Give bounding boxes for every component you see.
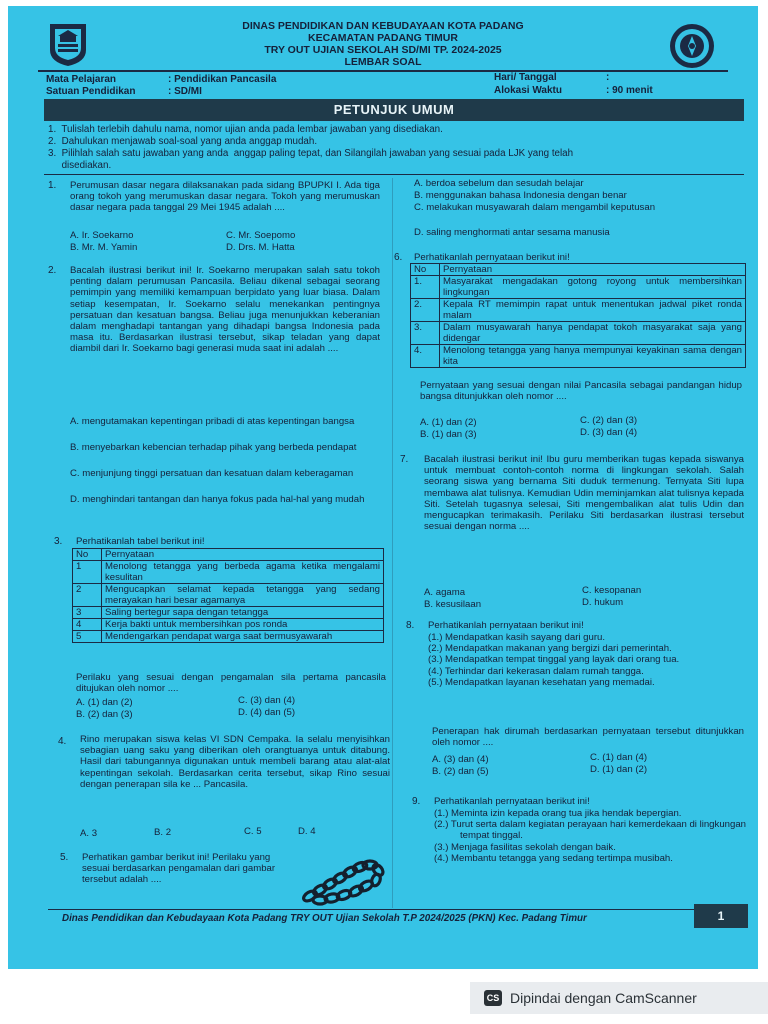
table-cell-statement: Kerja bakti untuk membersihkan pos ronda — [102, 619, 384, 631]
statement-item: (4.) Terhindar dari kekerasan dalam rumah tangga. — [428, 665, 644, 677]
table-cell-no: 2. — [411, 299, 440, 322]
question-7-option-d[interactable]: D. hukum — [582, 597, 624, 608]
question-6-option-d[interactable]: D. (3) dan (4) — [580, 427, 638, 438]
question-3-intro: Perhatikanlah tabel berikut ini! — [76, 536, 205, 547]
table-cell-no: 1. — [411, 276, 440, 299]
footer-divider — [48, 909, 744, 910]
question-5-text: Perhatikan gambar berikut ini! Perilaku yang sesuai berdasarkan pengamalan dari gambar tersebut adalah .... — [82, 852, 276, 886]
question-4-option-b[interactable]: B. 2 — [154, 827, 172, 838]
table-row — [73, 584, 384, 607]
table-row — [411, 299, 746, 322]
table-cell-statement: Mengucapkan selamat kepada tetangga yang sedang merayakan hari besar agamanya — [102, 584, 384, 607]
header-sheet-type: LEMBAR SOAL — [344, 56, 422, 68]
question-5-number: 5. — [60, 852, 69, 863]
duration-value: : 90 menit — [606, 85, 653, 96]
table-cell-statement: Mendengarkan pendapat warga saat bermusyawarah — [102, 631, 384, 643]
question-2-option-a[interactable]: A. mengutamakan kepentingan pribadi di atas kepentingan bangsa — [70, 416, 355, 427]
question-8-option-d[interactable]: D. (1) dan (2) — [590, 764, 648, 775]
question-4-option-d[interactable]: D. 4 — [298, 826, 316, 837]
question-8-intro: Perhatikanlah pernyataan berikut ini! — [428, 620, 584, 631]
column-divider — [392, 178, 393, 908]
page-number: 1 — [694, 904, 748, 928]
statement-item: (3.) Menjaga fasilitas sekolah dengan baik. — [434, 841, 616, 853]
statement-item: (5.) Mendapatkan layanan kesehatan yang memadai. — [428, 676, 655, 688]
table-cell-no: 3 — [73, 607, 102, 619]
statement-item: (4.) Membantu tetangga yang sedang tertimpa musibah. — [434, 852, 673, 864]
question-4-option-a[interactable]: A. 3 — [80, 828, 98, 839]
scanner-watermark — [470, 982, 768, 1014]
question-8-option-b[interactable]: B. (2) dan (5) — [432, 766, 489, 777]
date-value: : — [606, 72, 610, 83]
table-cell-statement: Menolong tetangga yang hanya mempunyai keyakinan sama dengan kita — [440, 345, 746, 368]
table-header-statement: Pernyataan — [440, 264, 746, 276]
question-8-option-c[interactable]: C. (1) dan (4) — [590, 752, 648, 763]
question-3-table — [72, 548, 384, 643]
question-5-option-a[interactable]: A. berdoa sebelum dan sesudah belajar — [414, 178, 584, 189]
instructions-title: PETUNJUK UMUM — [333, 102, 455, 117]
header-exam-title: TRY OUT UJIAN SEKOLAH SD/MI TP. 2024-2025 — [264, 44, 502, 56]
table-cell-no: 4 — [73, 619, 102, 631]
header-agency: DINAS PENDIDIKAN DAN KEBUDAYAAN KOTA PADANG — [242, 20, 524, 32]
question-4-option-c[interactable]: C. 5 — [244, 826, 262, 837]
table-cell-no: 5 — [73, 631, 102, 643]
instructions-banner — [44, 99, 744, 121]
question-3-text: Perilaku yang sesuai dengan pengamalan sila pertama pancasila ditujukan oleh nomor .... — [76, 672, 386, 695]
question-6-option-b[interactable]: B. (1) dan (3) — [420, 429, 477, 440]
instruction-item: 3. Pilihlah salah satu jawaban yang anda anggap paling tepat, dan Silangilah jawaban yang sesuai pada LJK yang telah — [48, 148, 574, 159]
school-level-value: : SD/MI — [168, 86, 202, 97]
table-header-no: No — [73, 549, 102, 561]
instructions-divider — [44, 174, 744, 175]
question-5-option-b[interactable]: B. menggunakan bahasa Indonesia dengan benar — [414, 190, 627, 201]
table-cell-no: 1 — [73, 561, 102, 584]
statement-item: (1.) Mendapatkan kasih sayang dari guru. — [428, 632, 606, 643]
footer-text: Dinas Pendidikan dan Kebudayaan Kota Padang TRY OUT Ujian Sekolah T.P 2024/2025 (PKN) Kec. Padang Timur — [62, 913, 587, 924]
question-9-statement-list — [434, 808, 746, 864]
table-header-row — [73, 549, 384, 561]
question-1-number: 1. — [48, 180, 57, 191]
question-6-table — [410, 263, 746, 368]
table-header-row — [411, 264, 746, 276]
question-3-option-a[interactable]: A. (1) dan (2) — [76, 697, 133, 708]
statement-item: (1.) Meminta izin kepada orang tua jika hendak bepergian. — [434, 808, 682, 819]
instruction-item: 2. Dahulukan menjawab soal-soal yang anda anggap mudah. — [48, 136, 318, 147]
subject-label: Mata Pelajaran — [46, 74, 117, 85]
camscanner-logo-icon: CS — [484, 990, 502, 1006]
instruction-item: 1. Tulislah terlebih dahulu nama, nomor ujian anda pada lembar jawaban yang disediakan. — [48, 124, 443, 135]
header-divider — [38, 70, 728, 72]
question-2-text: Bacalah ilustrasi berikut ini! Ir. Soekarno merupakan salah satu tokoh penting dalam perumusan Pancasila. Beliau dikenal sebagai seorang pemimpin yang memiliki kemampuan berpidato yang luar biasa. Dalam setiap kesempatan, Ir. Soekarno selalu menekankan pentingnya persatuan dan kesatuan bangsa. Beliau juga menunjukkan keberanian dalam menghadapi tantangan yang dihadapi bangsa Indonesia pada masa itu. Berdasarkan ilustrasi tersebut, sikap teladan yang dapat diambil dari Ir. Soekarno bagi generasi muda saat ini adalah .... — [70, 265, 380, 355]
question-8-option-a[interactable]: A. (3) dan (4) — [432, 754, 489, 765]
question-2-option-d[interactable]: D. menghindari tantangan dan hanya fokus pada hal-hal yang mudah — [70, 494, 365, 505]
table-cell-no: 4. — [411, 345, 440, 368]
table-row — [73, 607, 384, 619]
question-2-option-c[interactable]: C. menjunjung tinggi persatuan dan kesatuan dalam keberagaman — [70, 468, 354, 479]
table-cell-no: 3. — [411, 322, 440, 345]
question-6-text: Pernyataan yang sesuai dengan nilai Pancasila sebagai pandangan hidup bangsa ditunjukkan oleh nomor .... — [420, 380, 742, 403]
statement-item: (3.) Mendapatkan tempat tinggal yang layak dari orang tua. — [428, 654, 680, 666]
table-row — [73, 561, 384, 584]
table-header-statement: Pernyataan — [102, 549, 384, 561]
question-9-intro: Perhatikanlah pernyataan berikut ini! — [434, 796, 590, 807]
question-1-option-c[interactable]: C. Mr. Soepomo — [226, 230, 296, 241]
question-8-statement-list — [428, 632, 744, 688]
instruction-item: disediakan. — [48, 160, 112, 171]
question-7-text: Bacalah ilustrasi berikut ini! Ibu guru memberikan tugas kepada siswanya untuk membuat contoh-contoh norma di lingkungan sekolah. Salah seorang siswa yang bernama Siti duduk termenung. Ternyata Siti lupa membawa alat tulisnya. Kemudian Udin meminjamkan alat tulisnya kepada Siti. Setelah tugasnya selesai, Siti mengembalikan alat tulis Udin dan mengucapkan terimakasih. Perilaku Siti berdasarkan ilustrasi tersebut sesuai dengan norma .... — [424, 454, 744, 533]
question-7-option-b[interactable]: B. kesusilaan — [424, 599, 482, 610]
table-cell-statement: Kepala RT memimpin rapat untuk menentukan jadwal piket ronda malam — [440, 299, 746, 322]
statement-item: (2.) Turut serta dalam kegiatan perayaan hari kemerdekaan di lingkungan tempat tinggal. — [434, 819, 746, 842]
question-8-number: 8. — [406, 620, 415, 631]
table-cell-statement: Dalam musyawarah hanya pendapat tokoh masyarakat saja yang didengar — [440, 322, 746, 345]
statement-item: (2.) Mendapatkan makanan yang bergizi dari pemerintah. — [428, 643, 672, 655]
question-1-option-b[interactable]: B. Mr. M. Yamin — [70, 242, 138, 253]
table-row — [411, 345, 746, 368]
question-3-option-d[interactable]: D. (4) dan (5) — [238, 707, 296, 718]
question-4-text: Rino merupakan siswa kelas VI SDN Cempaka. Ia selalu menyisihkan sebagian uang saku yang diberikan oleh orangtuanya untuk ditabung. Hasil dari tabungannya digunakan untuk membeli barang atau alat-alat kepentingan sekolah. Berdasarkan cerita tersebut, sikap Rino sesuai dengan penerapan sila ke ... Pancasila. — [80, 734, 390, 790]
question-1-option-a[interactable]: A. Ir. Soekarno — [70, 230, 134, 241]
question-2-option-b[interactable]: B. menyebarkan kebencian terhadap pihak yang berbeda pendapat — [70, 442, 357, 453]
question-6-option-a[interactable]: A. (1) dan (2) — [420, 417, 477, 428]
question-5-option-d[interactable]: D. saling menghormati antar sesama manusia — [414, 227, 610, 238]
table-row — [411, 276, 746, 299]
table-row — [411, 322, 746, 345]
question-3-number: 3. — [54, 536, 63, 547]
question-2-number: 2. — [48, 265, 57, 276]
school-level-label: Satuan Pendidikan — [46, 86, 136, 97]
table-row — [73, 619, 384, 631]
question-6-intro: Perhatikanlah pernyataan berikut ini! — [414, 252, 570, 263]
question-3-option-c[interactable]: C. (3) dan (4) — [238, 695, 296, 706]
question-6-option-c[interactable]: C. (2) dan (3) — [580, 415, 638, 426]
question-9-number: 9. — [412, 796, 421, 807]
question-7-option-c[interactable]: C. kesopanan — [582, 585, 642, 596]
chain-icon — [298, 856, 390, 906]
table-cell-statement: Saling bertegur sapa dengan tetangga — [102, 607, 384, 619]
table-header-no: No — [411, 264, 440, 276]
question-6-number: 6. — [394, 252, 403, 263]
instructions-list — [48, 124, 748, 172]
date-label: Hari/ Tanggal — [494, 72, 557, 83]
question-5-option-c[interactable]: C. melakukan musyawarah dalam mengambil keputusan — [414, 202, 656, 213]
header-district: KECAMATAN PADANG TIMUR — [308, 32, 458, 44]
table-cell-no: 2 — [73, 584, 102, 607]
table-cell-statement: Menolong tetangga yang berbeda agama ketika mengalami kesulitan — [102, 561, 384, 584]
question-7-option-a[interactable]: A. agama — [424, 587, 466, 598]
table-cell-statement: Masyarakat mengadakan gotong royong untuk membersihkan lingkungan — [440, 276, 746, 299]
table-row — [73, 631, 384, 643]
exam-sheet — [8, 6, 758, 969]
subject-value: : Pendidikan Pancasila — [168, 74, 277, 85]
question-7-number: 7. — [400, 454, 409, 465]
question-1-option-d[interactable]: D. Drs. M. Hatta — [226, 242, 295, 253]
question-8-text: Penerapan hak dirumah berdasarkan pernyataan tersebut ditunjukkan oleh nomor .... — [432, 726, 744, 749]
question-4-number: 4. — [58, 736, 67, 747]
duration-label: Alokasi Waktu — [494, 85, 562, 96]
question-1-text: Perumusan dasar negara dilaksanakan pada sidang BPUPKI I. Ada tiga orang tokoh yang merumuskan dasar negara. Tokoh yang merumuskan dasar negara pada tanggal 29 Mei 1945 adalah .... — [70, 180, 380, 214]
question-3-option-b[interactable]: B. (2) dan (3) — [76, 709, 133, 720]
scanner-watermark-text: Dipindai dengan CamScanner — [510, 990, 697, 1006]
